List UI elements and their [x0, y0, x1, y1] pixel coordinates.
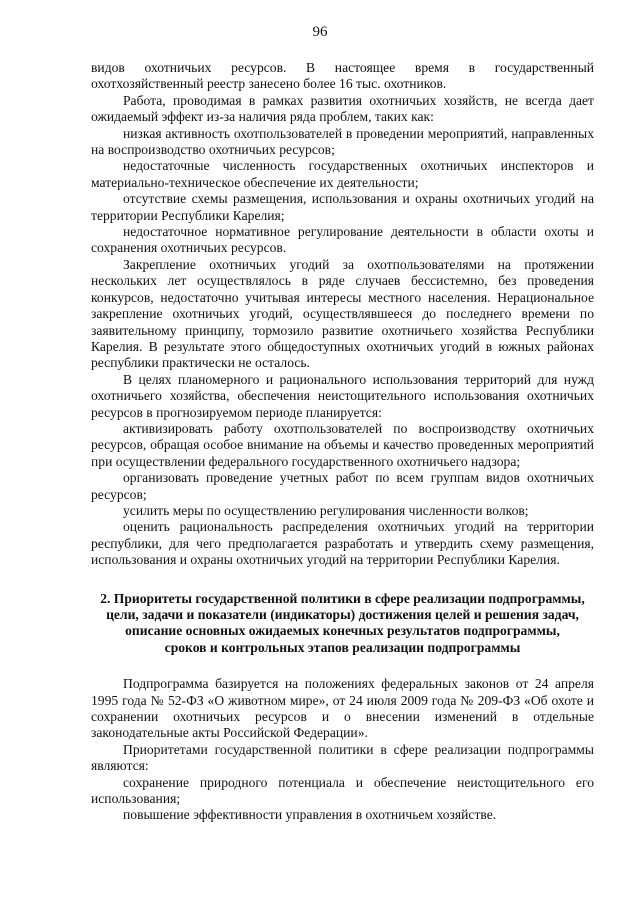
section-heading-line: сроков и контрольных этапов реализации подпрограммы	[164, 639, 521, 655]
list-item-preserve-potential: сохранение природного потенциала и обеспечение неистощительного его использования;	[91, 774, 594, 807]
list-item-evaluate-distribution: оценить рациональность распределения охотничьих угодий на территории республики, для чего предполагается разработать и утвердить схему размещения, использования и охраны охотничьих угодий на территории Республики Карелия.	[91, 519, 594, 568]
paragraph-federal-laws: Подпрограмма базируется на положениях федеральных законов от 24 апреля 1995 года № 52-ФЗ «О животном мире», от 24 июля 2009 года № 209-ФЗ «Об охоте и сохранении охотничьих ресурсов и о внесении изменений в отдельные законодательные акты Российской Федерации».	[91, 676, 594, 741]
paragraph-hunters-registry: видов охотничьих ресурсов. В настоящее время в государственный охотхозяйственный реестр занесено более 16 тыс. охотников.	[91, 60, 594, 92]
section-heading-line: описание основных ожидаемых конечных результатов подпрограммы,	[125, 623, 560, 639]
list-item-wolf-control: усилить меры по осуществлению регулирования численности волков;	[123, 502, 529, 518]
list-item-management-efficiency: повышение эффективности управления в охотничьем хозяйстве.	[123, 807, 497, 823]
list-item-activate-work: активизировать работу охотпользователей по воспроизводству охотничьих ресурсов, обращая особое внимание на объемы и качество проведенных мероприятий при осуществлении федерального государственного охотничьего надзора;	[91, 420, 594, 469]
list-item-insufficient-inspectors: недостаточные численность государственных охотничьих инспекторов и материально-техническое обеспечение их деятельности;	[91, 158, 594, 190]
section-heading	[91, 591, 594, 657]
paragraph-problems-intro: Работа, проводимая в рамках развития охотничьих хозяйств, не всегда дает ожидаемый эффект из-за наличия ряда проблем, таких как:	[91, 92, 594, 125]
page-number: 96	[312, 24, 328, 40]
list-item-no-placement-scheme: отсутствие схемы размещения, использования и охраны охотничьих угодий на территории Республики Карелия;	[91, 191, 594, 223]
paragraph-priorities-intro: Приоритетами государственной политики в сфере реализации подпрограммы являются:	[91, 741, 594, 774]
list-item-low-activity: низкая активность охотпользователей в проведении мероприятий, направленных на воспроизводство охотничьих ресурсов;	[91, 125, 594, 158]
list-item-insufficient-regulation: недостаточное нормативное регулирование деятельности в области охоты и сохранения охотничьих ресурсов.	[91, 224, 594, 256]
section-heading-line: 2. Приоритеты государственной политики в сфере реализации подпрограммы,	[100, 590, 585, 606]
paragraph-land-assignment: Закрепление охотничьих угодий за охотпользователями на протяжении нескольких лет осуществлялось в ряде случаев бессистемно, без проведения конкурсов, недостаточно учитывая интересы местного населения. Нерациональное закрепление охотничьих угодий, осуществлявшееся до последнего времени по заявительному принципу, тормозило развитие охотничьего хозяйства Республики Карелия. В результате этого общедоступных охотничьих угодий в южных районах республики практически не осталось.	[91, 256, 594, 371]
paragraph-plans-intro: В целях планомерного и рационального использования территорий для нужд охотничьего хозяйства, обеспечения неистощительного использования охотничьих ресурсов в прогнозируемом периоде планируется:	[91, 371, 594, 420]
document-body	[91, 60, 594, 824]
section-heading-line: цели, задачи и показатели (индикаторы) достижения целей и решения задач,	[106, 607, 579, 622]
list-item-accounting-work: организовать проведение учетных работ по всем группам видов охотничьих ресурсов;	[91, 470, 594, 502]
